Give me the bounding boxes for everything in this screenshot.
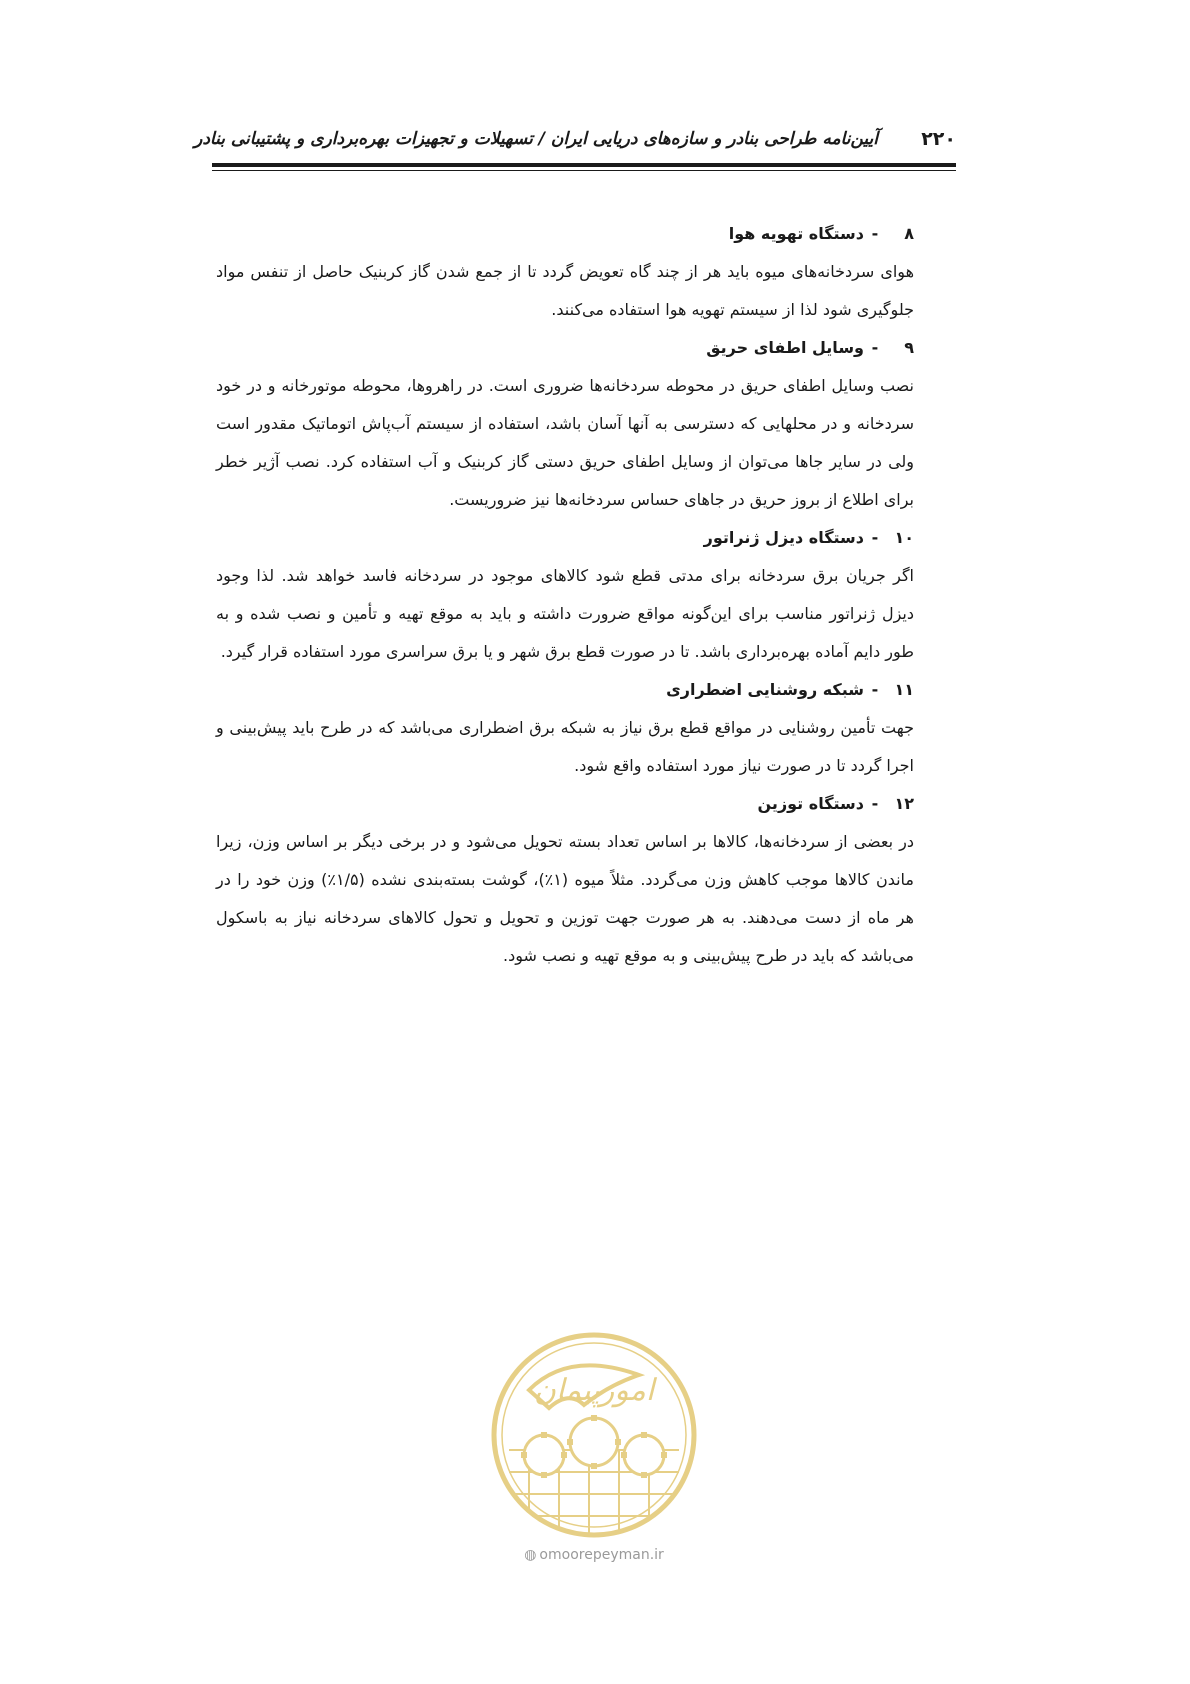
section-heading — [216, 785, 914, 823]
header-rule-thin — [212, 170, 956, 171]
section-dash: - — [871, 680, 879, 699]
watermark-website-line — [484, 1547, 704, 1563]
section-emergency-lighting — [216, 671, 914, 785]
section-dash: - — [871, 794, 879, 813]
section-number: ۸ — [904, 224, 914, 243]
running-title: آیین‌نامه طراحی بنادر و سازه‌های دریایی ایران / تسهیلات و تجهیزات بهره‌برداری و پشتیبانی بنادر — [194, 129, 878, 149]
section-title: وسایل اطفای حریق — [706, 338, 864, 357]
section-weighing — [216, 785, 914, 975]
section-dash: - — [871, 338, 879, 357]
watermark-website: omoorepeyman.ir — [539, 1547, 664, 1563]
section-number: ۹ — [904, 338, 914, 357]
section-number: ۱۰ — [894, 528, 914, 547]
page-content — [216, 215, 914, 975]
section-dash: - — [871, 224, 879, 243]
section-body: در بعضی از سردخانه‌ها، کالاها بر اساس تعداد بسته تحویل می‌شود و در برخی دیگر بر اساس وزن، زیرا ماندن کالاها موجب کاهش وزن می‌گردد. مثلاً میوه (۱٪)، گوشت بسته‌بندی نشده (۱/۵٪) وزن خود را در هر ماه از دست می‌دهند. به هر صورت جهت توزین و تحویل و تحول کالاهای سردخانه نیاز به باسکول می‌باشد که باید در طرح پیش‌بینی و به موقع تهیه و نصب شود. — [216, 832, 914, 965]
section-title: دستگاه دیزل ژنراتور — [703, 528, 864, 547]
section-diesel-generator — [216, 519, 914, 671]
section-number: ۱۱ — [894, 680, 914, 699]
section-title: دستگاه توزین — [757, 794, 864, 813]
section-heading — [216, 215, 914, 253]
page-header — [194, 128, 956, 152]
section-fire-extinguishing — [216, 329, 914, 519]
section-body: اگر جریان برق سردخانه برای مدتی قطع شود کالاهای موجود در سردخانه فاسد خواهد شد. لذا وجود دیزل ژنراتور مناسب برای این‌گونه مواقع ضرورت داشته و باید به موقع تهیه و تأمین و نصب شده و به طور دایم آماده بهره‌برداری باشد. تا در صورت قطع برق شهر و یا برق سراسری مورد استفاده قرار گیرد. — [216, 566, 914, 661]
section-body: هوای سردخانه‌های میوه باید هر از چند گاه تعویض گردد تا از جمع شدن گاز کربنیک حاصل از تنفس مواد جلوگیری شود لذا از سیستم تهویه هوا استفاده می‌کنند. — [216, 262, 914, 319]
section-title: دستگاه تهویه هوا — [728, 224, 864, 243]
section-dash: - — [871, 528, 879, 547]
section-title: شبکه روشنایی اضطراری — [666, 680, 864, 699]
section-body: نصب وسایل اطفای حریق در محوطه سردخانه‌ها ضروری است. در راهروها، محوطه موتورخانه و در خود سردخانه و در محلهایی که دسترسی به آنها آسان باشد، استفاده از سیستم آب‌پاش اتوماتیک مقدور است ولی در سایر جاها می‌توان از وسایل اطفای حریق دستی گاز کربنیک و آب استفاده کرد. نصب آژیر خطر برای اطلاع از بروز حریق در جاهای حساس سردخانه‌ها نیز ضروریست. — [216, 376, 914, 509]
seal-text: امورپیمان — [533, 1373, 655, 1408]
watermark-seal — [489, 1330, 699, 1540]
section-body: جهت تأمین روشنایی در مواقع قطع برق نیاز به شبکه برق اضطراری می‌باشد که در طرح باید پیش‌بینی و اجرا گردد تا در صورت نیاز مورد استفاده واقع شود. — [216, 718, 914, 775]
section-ventilation — [216, 215, 914, 329]
section-heading — [216, 329, 914, 367]
section-heading — [216, 519, 914, 557]
globe-icon: ◍ — [524, 1547, 537, 1563]
section-number: ۱۲ — [894, 794, 914, 813]
header-rule-thick — [212, 163, 956, 167]
section-heading — [216, 671, 914, 709]
page-number: ۲۲۰ — [921, 128, 956, 150]
